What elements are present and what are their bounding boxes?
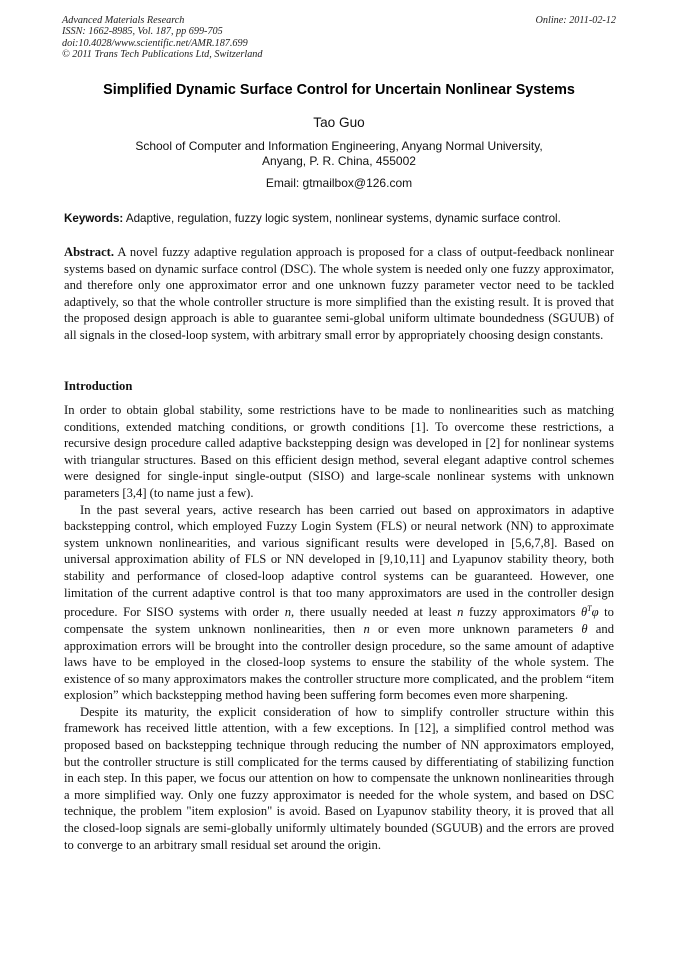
author-email: Email: gtmailbox@126.com [265,176,413,190]
doi-line: doi:10.4028/www.scientific.net/AMR.187.699 [62,37,248,49]
paper-title: Simplified Dynamic Surface Control for Uncertain Nonlinear Systems [103,82,575,98]
section-heading-introduction: Introduction [64,379,133,393]
keywords-label: Keywords: [64,212,124,225]
journal-name: Advanced Materials Research [62,15,185,26]
intro-paragraph-3: Despite its maturity, the explicit consideration of how to simplify controller structure within this framework has received little attention, with a few exceptions. In [12], a simplified control method was proposed based on backstepping technique through reducing the number of NN approximators employed, but the controller structure is still complicated for the terms caused by differentiating of stabilizing function in each step. In this paper, we focus our attention on how to compensate the unknown nonlinearities through a more simplified way. Only one fuzzy approximator is needed for the whole system, and based on DSC technique, the problem "item explosion" is avoid. Based on Lyapunov stability theory, it is proved that all the closed-loop signals are semi-globally uniformly ultimately bounded (SGUUB) and the errors are proved to converge to an arbitrary small residual set around the origin. [64,704,614,852]
intro-paragraph-1: In order to obtain global stability, some restrictions have to be made to nonlinearities such as matching conditions, extended matching conditions, or growth conditions [1]. To overcome these restrictions, a recursive design procedure called adaptive backstepping design was developed in [2] for nonlinear systems with triangular structures. Based on this efficient design method, several elegant adaptive control schemes were designed for single-input single-output (SISO) and large-scale nonlinear systems with unknown parameters [3,4] (to name just a few). [64,403,614,500]
copyright-line: © 2011 Trans Tech Publications Ltd, Switzerland [62,49,263,61]
intro-p2-text-a: In the past several years, active research has been carried out based on approximators in adaptive backstepping control, which employed Fuzzy Login System (FLS) or neural network (NN) to approximate system unknown nonlinearities, and various significant results were developed in [5,6,7,8]. Based on universal approximation ability of FLS or NN developed in [9,10,11] and Lyapunov stability theory, both stability and performance of closed-loop adaptive control systems can be guaranteed. However, one limitation of the current adaptive control is that too many approximators are used in the controller design procedure. For SISO systems with order [64,502,614,620]
affiliation-line-2: Anyang, P. R. China, 455002 [262,154,416,168]
intro-p2-text-b: , there usually needed at least [291,605,458,620]
keywords [64,211,614,226]
issn-line: ISSN: 1662-8985, Vol. 187, pp 699-705 [62,26,223,38]
symbol-transpose: T [587,604,592,614]
author-name: Tao Guo [313,115,365,130]
symbol-theta: θ [581,621,588,636]
intro-p2-text-f: and approximation errors will be brought into the controller design procedure, so the same amount of adaptive laws have to be employed in the closed-loop systems to ensure the stability of the whole system. The existence of so many approximators makes the controller structure more complicated, and the problem “item explosion” which backstepping method having been suffering form becomes even more sharpening. [64,621,614,703]
abstract [64,244,614,344]
intro-p2-text-c: fuzzy approximators [463,605,581,620]
intro-p2-text-e: or even more unknown parameters [369,621,582,636]
symbol-theta: θ [580,605,588,620]
online-date: Online: 2011-02-12 [535,15,616,26]
intro-p2-text-d: to compensate the system unknown nonlinearities, then [64,605,614,636]
keywords-text: Adaptive, regulation, fuzzy logic system, nonlinear systems, dynamic surface control. [123,212,561,225]
journal-header [62,15,616,61]
abstract-text: A novel fuzzy adaptive regulation approach is proposed for a class of output-feedback nonlinear systems based on dynamic surface control (DSC). The whole system is needed only one fuzzy approximator, and therefore only one approximator error and one unknown fuzzy parameter vector need to be tackled adaptively, so that the whole controller structure is more simplified than the existing result. It is proved that the proposed design approach is able to guarantee semi-global uniform ultimate boundedness (SGUUB) of all signals in the closed-loop system, with arbitrary small error by appropriately choosing design constants. [64,245,614,342]
symbol-n: n [457,605,464,620]
affiliation-line-1: School of Computer and Information Engineering, Anyang Normal University, [135,139,543,153]
symbol-phi: φ [591,605,599,620]
affiliation [0,139,678,169]
symbol-n: n [363,621,370,636]
introduction-body [64,402,614,853]
intro-paragraph-2 [64,502,614,704]
abstract-label: Abstract. [64,245,115,259]
symbol-n: n [284,605,292,620]
